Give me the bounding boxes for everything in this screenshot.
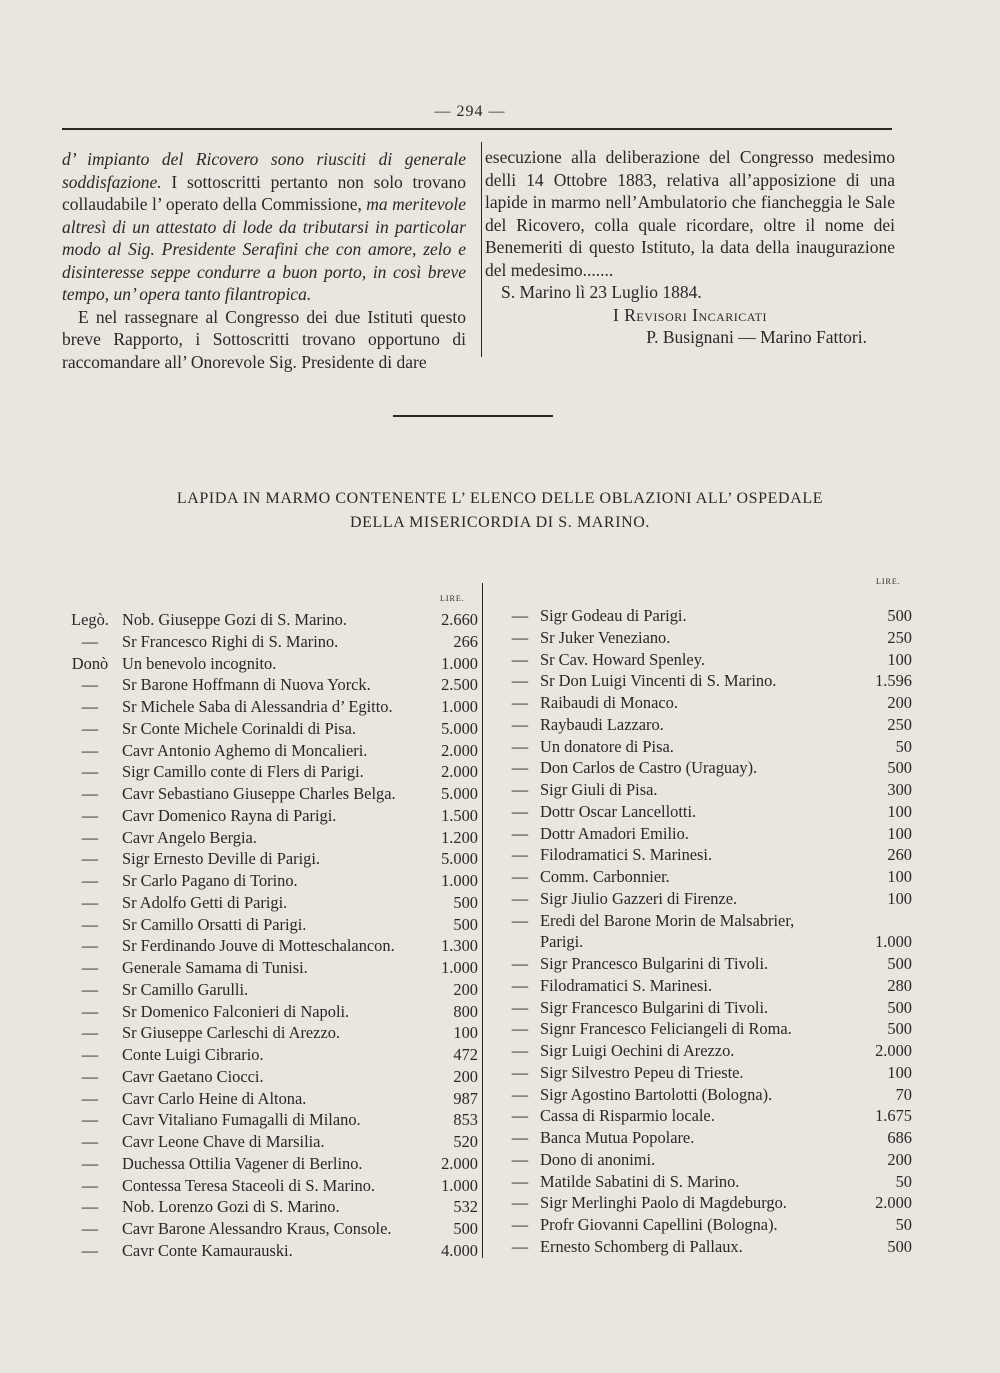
donation-amount: 266 xyxy=(453,631,478,651)
donation-prefix: — xyxy=(81,762,99,782)
donor-name: Sr Ferdinando Jouve di Motteschalancon. xyxy=(122,936,395,956)
donor-name: Generale Samama di Tunisi. xyxy=(122,958,308,977)
donation-row xyxy=(58,805,478,827)
column-divider-top xyxy=(481,142,482,357)
donation-amount: 100 xyxy=(887,867,912,886)
donor-name: Don Carlos de Castro (Uraguay). xyxy=(540,758,758,778)
donation-row xyxy=(58,740,478,762)
donation-amount: 100 xyxy=(453,1023,478,1043)
donation-amount: 500 xyxy=(887,758,912,778)
donor-name: Sr Carlo Pagano di Torino. xyxy=(122,871,298,890)
donation-prefix: — xyxy=(81,1001,99,1021)
donation-row xyxy=(58,914,478,936)
donation-amount: 1.000 xyxy=(441,653,478,673)
donation-row xyxy=(58,848,478,870)
donation-row xyxy=(58,1196,478,1218)
donor-name: Sigr Godeau di Parigi. xyxy=(540,606,687,625)
donation-row xyxy=(500,1236,912,1258)
revisori-title xyxy=(485,304,895,327)
donation-row xyxy=(58,935,478,957)
donation-prefix: — xyxy=(81,892,99,912)
donation-row xyxy=(58,631,478,653)
donor-name: Sr Adolfo Getti di Parigi. xyxy=(122,892,288,912)
donation-prefix: — xyxy=(81,1175,99,1195)
donation-amount: 2.000 xyxy=(875,1041,912,1060)
donor-name: Un benevolo incognito. xyxy=(122,653,277,673)
donation-prefix: — xyxy=(81,1219,99,1238)
donation-prefix: — xyxy=(511,1236,529,1256)
donation-prefix: — xyxy=(81,979,99,999)
donation-prefix: — xyxy=(81,1110,99,1130)
donor-name: Nob. Giuseppe Gozi di S. Marino. xyxy=(122,610,347,629)
donor-name: Profr Giovanni Capellini (Bologna). xyxy=(540,1215,778,1234)
heading-line-1: LAPIDA IN MARMO CONTENENTE L’ ELENCO DELLE OBLAZIONI ALL’ OSPEDALE xyxy=(176,490,824,507)
donation-row xyxy=(58,1088,478,1110)
donation-row xyxy=(500,844,912,866)
donation-row xyxy=(500,1062,912,1084)
donation-row xyxy=(58,609,478,631)
donation-amount: 532 xyxy=(453,1197,478,1217)
donor-name: Conte Luigi Cibrario. xyxy=(122,1045,264,1064)
donation-row xyxy=(500,1105,912,1127)
donation-prefix: — xyxy=(81,849,99,869)
right-text-column xyxy=(485,146,895,349)
donation-row xyxy=(58,653,478,675)
donor-name: Dono di anonimi. xyxy=(540,1149,656,1169)
donation-prefix: — xyxy=(81,1088,99,1108)
donation-row xyxy=(500,931,912,953)
donor-name: Raibaudi di Monaco. xyxy=(540,693,678,712)
donation-prefix: — xyxy=(81,740,99,760)
donation-row xyxy=(58,827,478,849)
donation-prefix: — xyxy=(511,845,529,865)
donor-name: Eredi del Barone Morin de Malsabrier, xyxy=(540,910,795,930)
donation-amount: 500 xyxy=(887,1236,912,1256)
donation-prefix: — xyxy=(511,801,529,821)
donation-amount: 100 xyxy=(887,649,912,669)
donation-prefix: — xyxy=(511,693,529,712)
date-line: S. Marino lì 23 Luglio 1884. xyxy=(501,282,702,302)
donation-prefix: — xyxy=(511,714,529,734)
donation-row xyxy=(500,866,912,888)
donation-row xyxy=(58,1022,478,1044)
donations-list-left xyxy=(58,609,478,1262)
donation-prefix: — xyxy=(81,805,99,825)
donation-amount: 1.000 xyxy=(441,871,478,890)
donation-prefix: — xyxy=(511,627,529,647)
donation-row xyxy=(500,1018,912,1040)
donation-row xyxy=(58,674,478,696)
report-paragraph-2: E nel rassegnare al Congresso dei due Istituti questo breve Rapporto, i Sottoscritti trovano opportuno di raccomandare all’ Onorevole Sig. Presidente di dare xyxy=(62,306,466,372)
donations-list-right xyxy=(500,605,912,1258)
report-text-roman: I sottoscritti pertanto non solo trovano collaudabile l’ operato della Commissione, xyxy=(62,171,466,214)
donor-name: Sr Barone Hoffmann di Nuova Yorck. xyxy=(122,675,371,695)
donation-amount: 4.000 xyxy=(441,1240,478,1260)
donation-prefix: — xyxy=(511,1062,529,1082)
donor-name: Un donatore di Pisa. xyxy=(540,736,674,756)
donation-prefix: — xyxy=(81,1132,99,1151)
donation-amount: 200 xyxy=(887,1149,912,1169)
donation-prefix: — xyxy=(511,1149,529,1169)
heading-line-2: DELLA MISERICORDIA DI S. MARINO. xyxy=(349,514,651,531)
donation-row xyxy=(500,692,912,714)
donation-amount: 800 xyxy=(453,1001,478,1021)
donor-name: Cassa di Risparmio locale. xyxy=(540,1106,715,1126)
donation-amount: 50 xyxy=(895,1215,912,1234)
donation-amount: 2.660 xyxy=(441,610,478,629)
donation-row xyxy=(500,649,912,671)
donation-row xyxy=(58,1218,478,1240)
donor-name: Cavr Carlo Heine di Altona. xyxy=(122,1088,307,1108)
donation-row xyxy=(500,953,912,975)
donor-name: Sr Don Luigi Vincenti di S. Marino. xyxy=(540,671,777,691)
donation-row xyxy=(500,888,912,910)
donation-row xyxy=(58,870,478,892)
donor-name: Cavr Barone Alessandro Kraus, Console. xyxy=(122,1219,392,1238)
donation-row xyxy=(500,670,912,692)
donation-prefix: — xyxy=(511,888,529,908)
lire-label-right: LIRE. xyxy=(876,577,901,586)
donor-name: Cavr Conte Kamaurauski. xyxy=(122,1240,293,1260)
donation-row xyxy=(58,1109,478,1131)
donation-prefix: — xyxy=(81,1240,99,1260)
donor-name: Sigr Merlinghi Paolo di Magdeburgo. xyxy=(540,1193,787,1213)
donation-row xyxy=(500,627,912,649)
donor-name: Sigr Giuli di Pisa. xyxy=(540,780,658,799)
donor-name: Parigi. xyxy=(540,932,584,952)
donation-row xyxy=(58,1131,478,1153)
donation-amount: 100 xyxy=(887,888,912,908)
lire-label-left: LIRE. xyxy=(440,594,465,603)
donor-name: Sigr Agostino Bartolotti (Bologna). xyxy=(540,1084,773,1104)
donor-name: Signr Francesco Feliciangeli di Roma. xyxy=(540,1019,792,1039)
donation-amount: 1.300 xyxy=(441,936,478,956)
list-column-divider xyxy=(482,583,483,1258)
donation-row xyxy=(500,975,912,997)
donor-name: Sigr Francesco Bulgarini di Tivoli. xyxy=(540,997,769,1017)
donor-name: Filodramatici S. Marinesi. xyxy=(540,845,713,865)
donor-name: Ernesto Schomberg di Pallaux. xyxy=(540,1236,743,1256)
donor-name: Banca Mutua Popolare. xyxy=(540,1128,695,1147)
donation-prefix: — xyxy=(81,936,99,956)
donor-name: Cavr Antonio Aghemo di Moncalieri. xyxy=(122,740,368,760)
donation-prefix: — xyxy=(511,758,529,778)
donation-row xyxy=(500,736,912,758)
donor-name: Sr Giuseppe Carleschi di Arezzo. xyxy=(122,1023,341,1043)
donation-amount: 500 xyxy=(887,606,912,625)
donation-amount: 300 xyxy=(887,780,912,799)
donation-amount: 500 xyxy=(887,997,912,1017)
donation-amount: 5.000 xyxy=(441,718,478,738)
donation-amount: 2.000 xyxy=(441,740,478,760)
donation-prefix: — xyxy=(511,606,529,625)
donation-row xyxy=(58,1153,478,1175)
donation-amount: 50 xyxy=(895,736,912,756)
donation-row xyxy=(500,997,912,1019)
donation-prefix: — xyxy=(511,823,529,843)
donor-name: Contessa Teresa Staceoli di S. Marino. xyxy=(122,1175,376,1195)
donation-prefix: — xyxy=(81,871,99,890)
donation-amount: 1.000 xyxy=(441,1175,478,1195)
list-heading xyxy=(110,487,890,535)
donation-prefix: — xyxy=(81,1197,99,1217)
donation-amount: 853 xyxy=(453,1110,478,1130)
donation-row xyxy=(500,1192,912,1214)
revisori-label: I Revisori Incaricati xyxy=(613,304,767,325)
donation-row xyxy=(500,779,912,801)
donor-name: Cavr Angelo Bergia. xyxy=(122,827,257,847)
donation-row xyxy=(58,979,478,1001)
donation-prefix: — xyxy=(511,1215,529,1234)
donation-amount: 1.000 xyxy=(441,697,478,716)
donor-name: Comm. Carbonnier. xyxy=(540,867,670,886)
donor-name: Dottr Amadori Emilio. xyxy=(540,823,689,843)
donation-row xyxy=(58,1175,478,1197)
donor-name: Sr Juker Veneziano. xyxy=(540,627,671,647)
donation-prefix: Legò. xyxy=(71,610,109,629)
donation-prefix: — xyxy=(511,867,529,886)
donation-row xyxy=(500,714,912,736)
donation-row xyxy=(58,696,478,718)
donation-amount: 250 xyxy=(887,714,912,734)
donor-name: Sigr Luigi Oechini di Arezzo. xyxy=(540,1041,735,1060)
donor-name: Cavr Leone Chave di Marsilia. xyxy=(122,1132,325,1151)
donation-prefix: — xyxy=(511,671,529,691)
donation-row xyxy=(58,1044,478,1066)
donation-amount: 2.000 xyxy=(441,762,478,782)
donation-prefix: — xyxy=(81,631,99,651)
donation-prefix: — xyxy=(81,827,99,847)
donor-name: Filodramatici S. Marinesi. xyxy=(540,975,713,995)
donation-amount: 200 xyxy=(453,979,478,999)
donation-amount: 280 xyxy=(887,975,912,995)
donation-row xyxy=(500,1040,912,1062)
donor-name: Sigr Silvestro Pepeu di Trieste. xyxy=(540,1062,744,1082)
donation-amount: 987 xyxy=(453,1088,478,1108)
donation-row xyxy=(58,1066,478,1088)
donor-name: Sr Camillo Orsatti di Parigi. xyxy=(122,914,307,934)
donation-amount: 500 xyxy=(453,914,478,934)
donation-amount: 2.500 xyxy=(441,675,478,695)
donation-prefix: — xyxy=(511,910,529,930)
donation-amount: 1.596 xyxy=(875,671,912,691)
donation-prefix: — xyxy=(511,1171,529,1191)
donor-name: Sigr Ernesto Deville di Parigi. xyxy=(122,849,321,869)
donor-name: Sigr Camillo conte di Flers di Parigi. xyxy=(122,762,364,782)
donation-prefix: — xyxy=(81,718,99,738)
donation-amount: 200 xyxy=(453,1066,478,1086)
donation-amount: 500 xyxy=(887,1019,912,1039)
donation-amount: 686 xyxy=(887,1128,912,1147)
donation-row xyxy=(500,1084,912,1106)
donation-prefix: — xyxy=(511,954,529,973)
donation-prefix: — xyxy=(511,1019,529,1039)
donation-amount: 1.675 xyxy=(875,1106,912,1126)
donor-name: Nob. Lorenzo Gozi di S. Marino. xyxy=(122,1197,340,1217)
donation-amount: 100 xyxy=(887,1062,912,1082)
donation-amount: 472 xyxy=(453,1045,478,1064)
donation-amount: 500 xyxy=(887,954,912,973)
donation-row xyxy=(500,1214,912,1236)
donation-prefix: — xyxy=(511,1106,529,1126)
donation-prefix: — xyxy=(511,1041,529,1060)
donor-name: Cavr Gaetano Ciocci. xyxy=(122,1066,264,1086)
donation-amount: 260 xyxy=(887,845,912,865)
donation-row xyxy=(500,605,912,627)
donation-row xyxy=(500,910,912,932)
donation-prefix: — xyxy=(511,649,529,669)
donation-prefix: Donò xyxy=(71,653,109,673)
donation-prefix: — xyxy=(511,736,529,756)
donation-prefix: — xyxy=(81,675,99,695)
donation-row xyxy=(58,892,478,914)
report-paragraph-3: esecuzione alla deliberazione del Congresso medesimo delli 14 Ottobre 1883, relativa all’apposizione di una lapide in marmo nell’Ambulatorio che fiancheggia le Sale del Ricovero, colla quale ricordare, oltre il nome dei Benemeriti di questo Istituto, la data della inaugurazione del medesimo....... xyxy=(485,147,895,280)
donation-amount: 1.500 xyxy=(441,805,478,825)
section-rule xyxy=(393,415,553,417)
donor-name: Matilde Sabatini di S. Marino. xyxy=(540,1171,740,1191)
donation-row xyxy=(58,957,478,979)
donation-prefix: — xyxy=(511,1084,529,1104)
donation-amount: 500 xyxy=(453,1219,478,1238)
donation-prefix: — xyxy=(81,1023,99,1043)
donation-prefix: — xyxy=(511,1193,529,1213)
donor-name: Sigr Prancesco Bulgarini di Tivoli. xyxy=(540,954,769,973)
donor-name: Sr Conte Michele Corinaldi di Pisa. xyxy=(122,718,356,738)
donation-row xyxy=(58,783,478,805)
donation-prefix: — xyxy=(511,1128,529,1147)
donor-name: Sigr Jiulio Gazzeri di Firenze. xyxy=(540,888,738,908)
signers: P. Busignani — Marino Fattori. xyxy=(646,327,867,347)
donor-name: Duchessa Ottilia Vagener di Berlino. xyxy=(122,1153,363,1173)
donation-row xyxy=(500,1149,912,1171)
donation-row xyxy=(500,757,912,779)
donation-row xyxy=(500,823,912,845)
donation-prefix: — xyxy=(81,1045,99,1064)
donor-name: Cavr Domenico Rayna di Parigi. xyxy=(122,805,337,825)
donation-amount: 2.000 xyxy=(875,1193,912,1213)
donor-name: Sr Francesco Righi di S. Marino. xyxy=(122,631,339,651)
donation-amount: 500 xyxy=(453,892,478,912)
donation-amount: 200 xyxy=(887,693,912,712)
donation-prefix: — xyxy=(81,784,99,803)
report-text-italic-1: d’ impianto del Ricovero sono riusciti di generale soddisfazione. xyxy=(62,149,466,192)
donation-amount: 5.000 xyxy=(441,784,478,803)
donation-amount: 50 xyxy=(895,1171,912,1191)
donation-row xyxy=(500,1127,912,1149)
donation-row xyxy=(500,801,912,823)
donation-amount: 100 xyxy=(887,801,912,821)
donor-name: Sr Camillo Garulli. xyxy=(122,979,249,999)
donation-amount: 70 xyxy=(895,1084,912,1104)
donation-row xyxy=(58,761,478,783)
donation-prefix: — xyxy=(81,958,99,977)
left-text-column xyxy=(62,148,466,373)
donation-amount: 100 xyxy=(887,823,912,843)
report-paragraph-1 xyxy=(62,148,466,306)
donation-prefix: — xyxy=(511,975,529,995)
page-number: — 294 — xyxy=(434,103,506,120)
donation-amount: 1.200 xyxy=(441,827,478,847)
donation-amount: 5.000 xyxy=(441,849,478,869)
donation-amount: 2.000 xyxy=(441,1153,478,1173)
donation-row xyxy=(500,1171,912,1193)
donation-amount: 520 xyxy=(453,1132,478,1151)
donation-prefix: — xyxy=(511,780,529,799)
donation-prefix: — xyxy=(81,697,99,716)
donor-name: Cavr Vitaliano Fumagalli di Milano. xyxy=(122,1110,361,1130)
donation-row xyxy=(58,1240,478,1262)
donation-prefix: — xyxy=(81,1066,99,1086)
donation-row xyxy=(58,1001,478,1023)
report-text-italic-2: ma meritevole altresì di un attestato di lode da tributarsi in particolar modo al Sig. Presidente Serafini che con amore, zelo e disinteresse seppe condurre a buon porto, in così breve tempo, un’ opera tanto filantropica. xyxy=(62,194,466,304)
donor-name: Dottr Oscar Lancellotti. xyxy=(540,801,697,821)
donation-amount: 1.000 xyxy=(441,958,478,977)
donation-prefix: — xyxy=(511,997,529,1017)
donation-prefix: — xyxy=(81,1153,99,1173)
donor-name: Raybaudi Lazzaro. xyxy=(540,714,664,734)
donor-name: Sr Cav. Howard Spenley. xyxy=(540,649,705,669)
donor-name: Sr Domenico Falconieri di Napoli. xyxy=(122,1001,350,1021)
donation-row xyxy=(58,718,478,740)
donation-amount: 250 xyxy=(887,627,912,647)
donation-amount: 1.000 xyxy=(875,932,912,952)
top-rule xyxy=(62,128,892,130)
donation-prefix: — xyxy=(81,914,99,934)
donor-name: Cavr Sebastiano Giuseppe Charles Belga. xyxy=(122,784,396,803)
donor-name: Sr Michele Saba di Alessandria d’ Egitto. xyxy=(122,697,393,716)
